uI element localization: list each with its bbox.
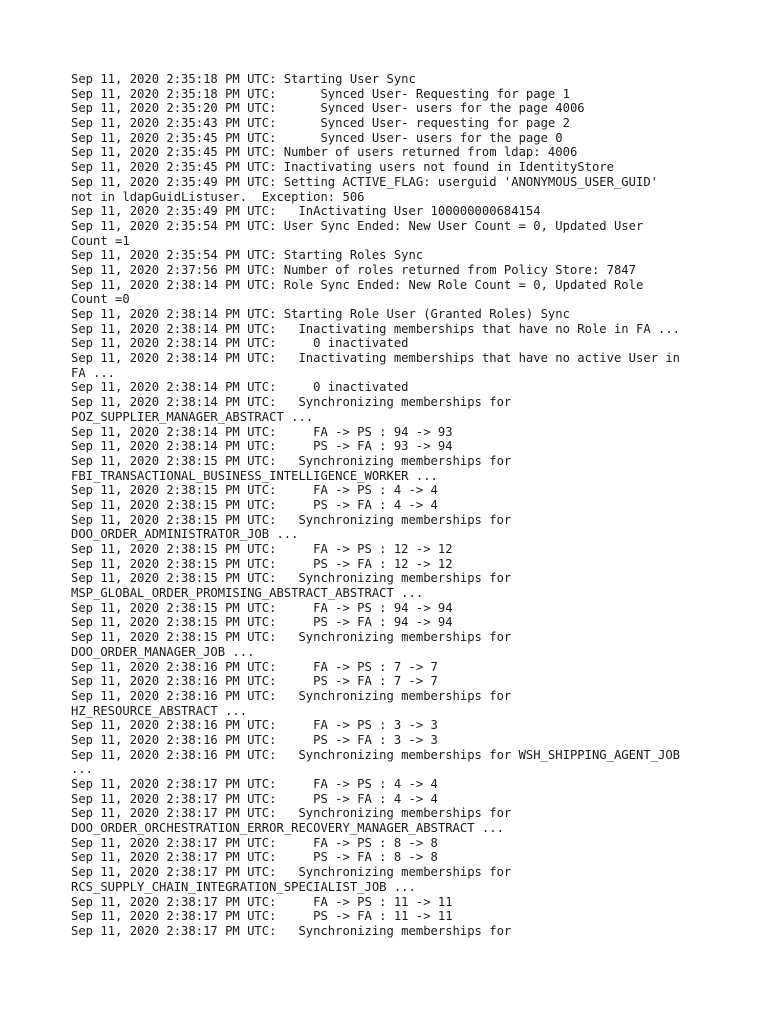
log-line: FA ... xyxy=(71,365,116,380)
log-line: FBI_TRANSACTIONAL_BUSINESS_INTELLIGENCE_WORKER ... xyxy=(71,468,438,483)
log-line: Sep 11, 2020 2:38:14 PM UTC: Starting Role User (Granted Roles) Sync xyxy=(71,307,570,321)
log-line: Sep 11, 2020 2:38:16 PM UTC: FA -> PS : 7 -> 7 xyxy=(71,659,438,674)
log-line: Sep 11, 2020 2:38:14 PM UTC: 0 inactivated xyxy=(71,336,409,351)
log-line: Sep 11, 2020 2:38:14 PM UTC: FA -> PS : 94 -> 93 xyxy=(71,424,453,439)
log-line: Sep 11, 2020 2:38:16 PM UTC: PS -> FA : 7 -> 7 xyxy=(71,674,438,689)
log-line: Sep 11, 2020 2:35:45 PM UTC: Number of users returned from ldap: 4006 xyxy=(71,145,578,160)
log-line: Sep 11, 2020 2:38:15 PM UTC: FA -> PS : 94 -> 94 xyxy=(71,600,453,615)
log-line: not in ldapGuidListuser. Exception: 506 xyxy=(71,189,365,204)
log-line: Sep 11, 2020 2:35:45 PM UTC: Synced User- users for the page 0 xyxy=(71,130,563,145)
log-line: Sep 11, 2020 2:38:15 PM UTC: FA -> PS : 12 -> 12 xyxy=(71,542,453,556)
log-line: Sep 11, 2020 2:38:15 PM UTC: Synchronizing memberships for xyxy=(71,630,512,645)
log-line: Sep 11, 2020 2:35:18 PM UTC: Synced User- Requesting for page 1 xyxy=(71,86,570,101)
log-line: Sep 11, 2020 2:38:14 PM UTC: Inactivating memberships that have no active User in xyxy=(71,351,681,366)
log-line: Sep 11, 2020 2:38:17 PM UTC: FA -> PS : 11 -> 11 xyxy=(71,894,453,909)
log-line: Sep 11, 2020 2:38:14 PM UTC: PS -> FA : 93 -> 94 xyxy=(71,439,453,454)
log-line: Sep 11, 2020 2:38:17 PM UTC: Synchronizing memberships for xyxy=(71,806,512,821)
log-line: Sep 11, 2020 2:38:14 PM UTC: Role Sync Ended: New Role Count = 0, Updated Role xyxy=(71,277,644,292)
log-line: Sep 11, 2020 2:38:16 PM UTC: Synchronizing memberships for xyxy=(71,688,512,703)
log-line: Sep 11, 2020 2:38:16 PM UTC: PS -> FA : 3 -> 3 xyxy=(71,732,438,747)
log-line: Sep 11, 2020 2:38:14 PM UTC: Synchronizing memberships for xyxy=(71,395,512,410)
log-line: Sep 11, 2020 2:38:17 PM UTC: Synchronizing memberships for xyxy=(71,923,512,938)
log-line: RCS_SUPPLY_CHAIN_INTEGRATION_SPECIALIST_JOB ... xyxy=(71,879,416,894)
log-line: DOO_ORDER_MANAGER_JOB ... xyxy=(71,644,255,659)
log-line: Sep 11, 2020 2:38:15 PM UTC: Synchronizing memberships for xyxy=(71,453,512,468)
log-line: HZ_RESOURCE_ABSTRACT ... xyxy=(71,703,248,718)
log-line: Sep 11, 2020 2:38:15 PM UTC: FA -> PS : 4 -> 4 xyxy=(71,483,438,498)
log-line: DOO_ORDER_ORCHESTRATION_ERROR_RECOVERY_MANAGER_ABSTRACT ... xyxy=(71,821,504,836)
log-line: Sep 11, 2020 2:35:54 PM UTC: User Sync Ended: New User Count = 0, Updated User xyxy=(71,218,644,233)
log-line: Sep 11, 2020 2:38:15 PM UTC: Synchronizing memberships for xyxy=(71,512,512,527)
log-line: Sep 11, 2020 2:38:17 PM UTC: FA -> PS : 8 -> 8 xyxy=(71,835,438,850)
log-line: Sep 11, 2020 2:38:15 PM UTC: PS -> FA : 12 -> 12 xyxy=(71,556,453,571)
log-line: Sep 11, 2020 2:35:20 PM UTC: Synced User- users for the page 4006 xyxy=(71,101,585,116)
log-line: Sep 11, 2020 2:35:49 PM UTC: InActivating User 100000000684154 xyxy=(71,204,541,219)
log-line: Sep 11, 2020 2:38:17 PM UTC: PS -> FA : 11 -> 11 xyxy=(71,909,453,924)
log-line: Sep 11, 2020 2:38:15 PM UTC: PS -> FA : 4 -> 4 xyxy=(71,497,438,512)
log-line: Sep 11, 2020 2:38:17 PM UTC: PS -> FA : 4 -> 4 xyxy=(71,791,438,806)
log-line: DOO_ORDER_ADMINISTRATOR_JOB ... xyxy=(71,527,299,542)
log-line: Sep 11, 2020 2:35:45 PM UTC: Inactivating users not found in IdentityStore xyxy=(71,160,614,175)
log-line: Sep 11, 2020 2:38:16 PM UTC: Synchronizing memberships for WSH_SHIPPING_AGENT_JOB xyxy=(71,747,681,762)
log-line: MSP_GLOBAL_ORDER_PROMISING_ABSTRACT_ABSTRACT ... xyxy=(71,586,424,601)
log-line: Sep 11, 2020 2:35:43 PM UTC: Synced User- requesting for page 2 xyxy=(71,116,570,131)
log-line: Sep 11, 2020 2:38:15 PM UTC: PS -> FA : 94 -> 94 xyxy=(71,615,453,630)
log-line: Sep 11, 2020 2:35:49 PM UTC: Setting ACTIVE_FLAG: userguid 'ANONYMOUS_USER_GUID' xyxy=(71,174,658,189)
log-line: POZ_SUPPLIER_MANAGER_ABSTRACT ... xyxy=(71,409,314,424)
log-line: Count =1 xyxy=(71,233,130,248)
log-line: Sep 11, 2020 2:38:16 PM UTC: FA -> PS : 3 -> 3 xyxy=(71,718,438,733)
sync-log-text xyxy=(71,72,711,939)
log-line: Sep 11, 2020 2:38:17 PM UTC: PS -> FA : 8 -> 8 xyxy=(71,850,438,865)
log-line: Sep 11, 2020 2:38:14 PM UTC: Inactivating memberships that have no Role in FA ... xyxy=(71,321,681,336)
log-line: Sep 11, 2020 2:37:56 PM UTC: Number of roles returned from Policy Store: 7847 xyxy=(71,262,636,277)
log-line: Sep 11, 2020 2:38:17 PM UTC: FA -> PS : 4 -> 4 xyxy=(71,777,438,791)
log-line: Sep 11, 2020 2:38:17 PM UTC: Synchronizing memberships for xyxy=(71,865,512,880)
log-line: Sep 11, 2020 2:35:54 PM UTC: Starting Roles Sync xyxy=(71,248,424,263)
log-line: Sep 11, 2020 2:38:15 PM UTC: Synchronizing memberships for xyxy=(71,571,512,586)
log-line: Count =0 xyxy=(71,292,130,307)
log-line: ... xyxy=(71,762,94,777)
log-line: Sep 11, 2020 2:38:14 PM UTC: 0 inactivated xyxy=(71,380,409,395)
log-line: Sep 11, 2020 2:35:18 PM UTC: Starting User Sync xyxy=(71,72,416,86)
